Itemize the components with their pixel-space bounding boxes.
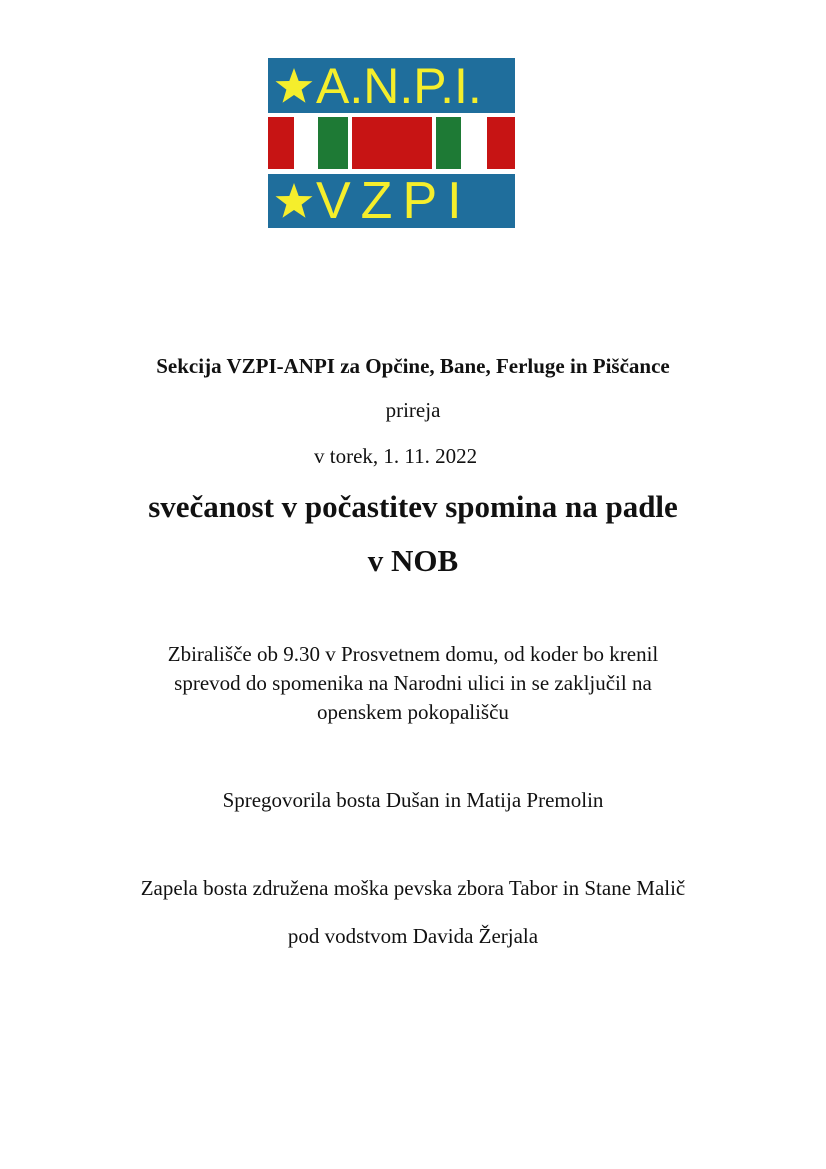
logo-flag-stripes	[268, 117, 515, 169]
choir-info-line-2: pod vodstvom Davida Žerjala	[287, 924, 539, 948]
stripe-green	[436, 117, 461, 169]
organizer-verb: prireja	[385, 398, 441, 422]
logo-bottom-text: VZPI	[316, 172, 472, 230]
gathering-details	[0, 640, 826, 727]
stripe-red	[352, 117, 432, 169]
event-title-line-2: v NOB	[367, 543, 459, 578]
event-title-line-1: svečanost v počastitev spomina na padle	[148, 489, 678, 524]
star-icon	[274, 66, 314, 106]
gathering-line-3: openskem pokopališču	[317, 700, 509, 724]
stripe-white	[294, 117, 318, 169]
speakers-info: Spregovorila bosta Dušan in Matija Premolin	[222, 788, 604, 812]
gathering-line-2: sprevod do spomenika na Narodni ulici in se zaključil na	[174, 671, 652, 695]
anpi-vzpi-logo	[268, 58, 515, 228]
logo-bottom-band	[268, 174, 515, 228]
logo-top-band	[268, 58, 515, 113]
stripe-white	[461, 117, 487, 169]
gathering-line-1: Zbirališče ob 9.30 v Prosvetnem domu, od koder bo krenil	[167, 642, 659, 666]
logo-top-text: A.N.P.I.	[316, 57, 482, 114]
stripe-red	[487, 117, 515, 169]
choir-info-line-1: Zapela bosta združena moška pevska zbora Tabor in Stane Malič	[140, 876, 686, 900]
stripe-green	[318, 117, 348, 169]
stripe-red	[268, 117, 294, 169]
organizer-heading: Sekcija VZPI-ANPI za Opčine, Bane, Ferluge in Piščance	[156, 354, 670, 378]
star-icon	[274, 181, 314, 221]
event-date: v torek, 1. 11. 2022	[314, 444, 478, 468]
